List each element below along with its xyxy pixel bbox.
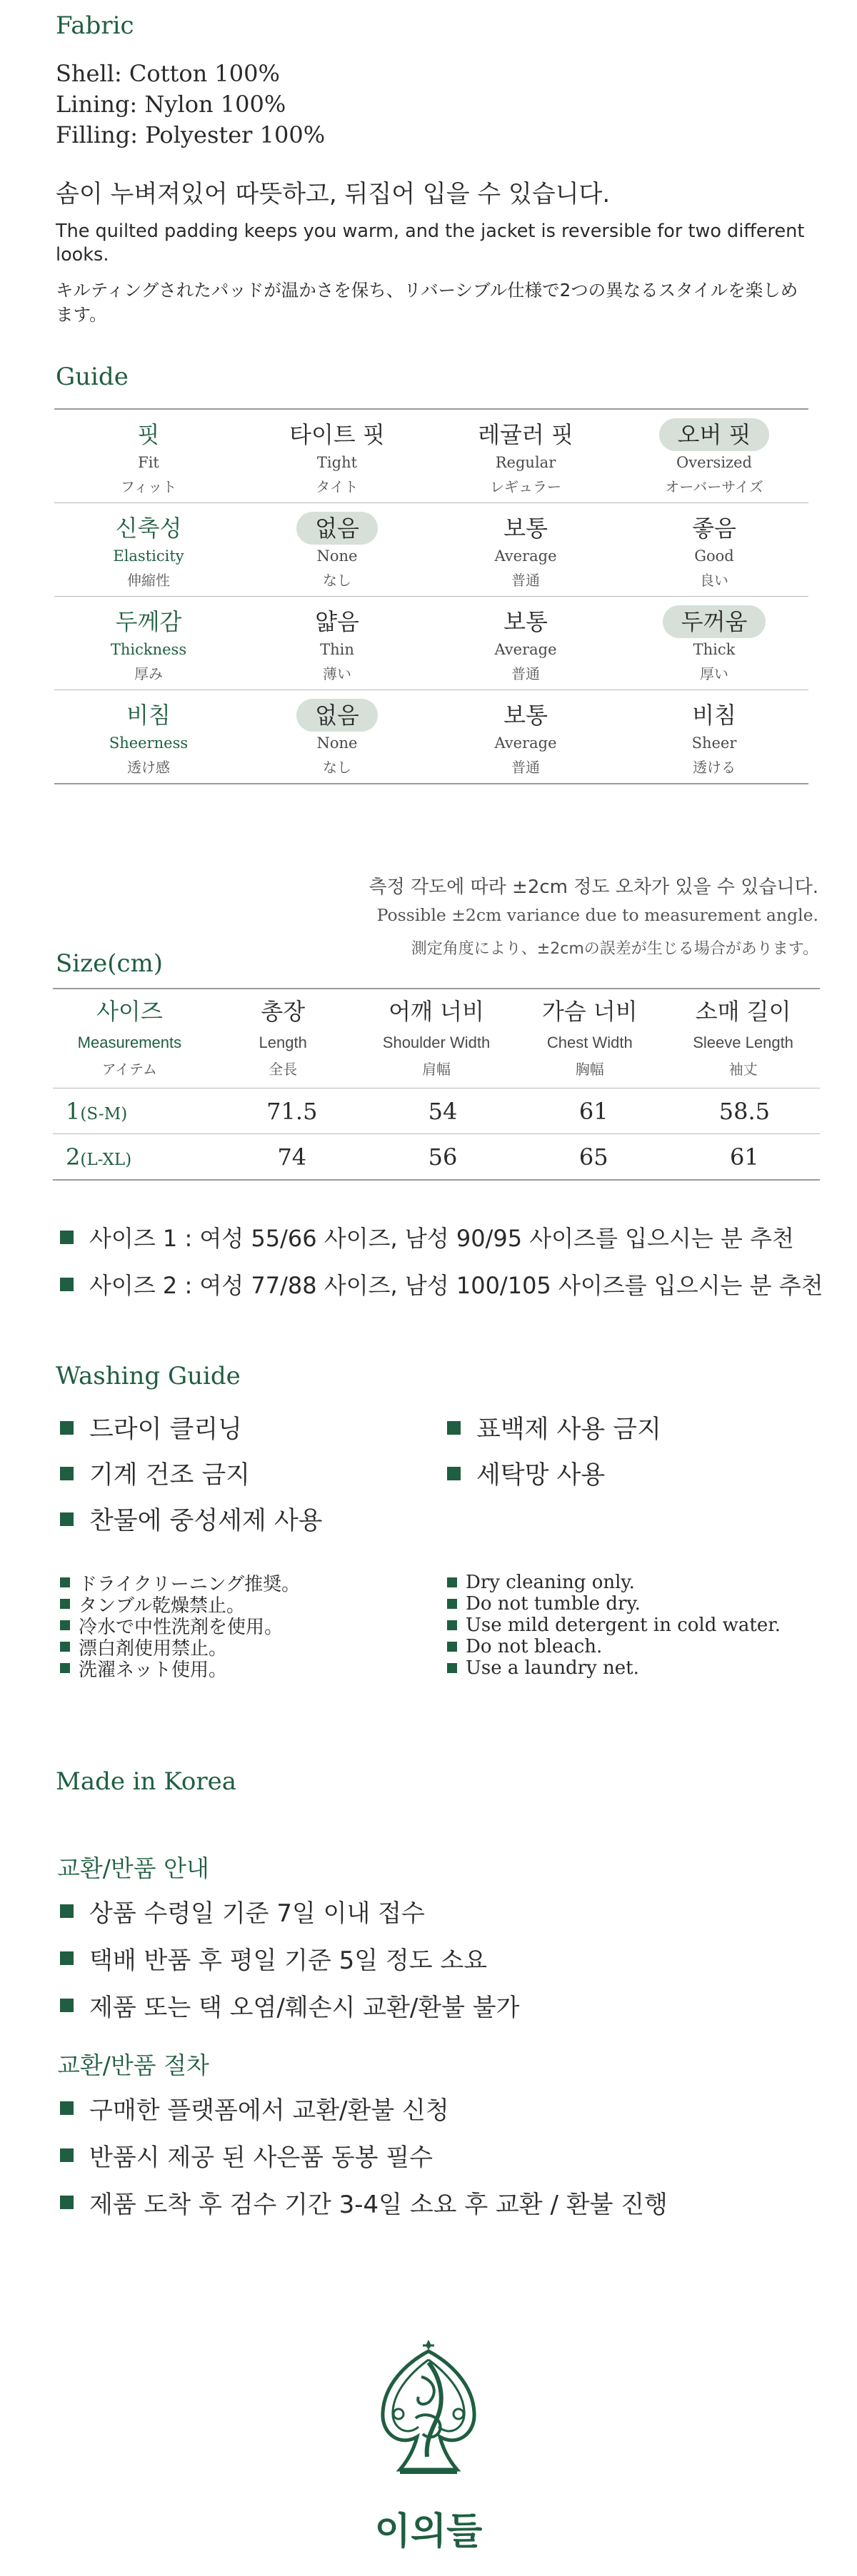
size-table	[53, 988, 820, 1181]
guide-option-jp: レギュラー	[490, 478, 561, 495]
guide-option-en: Tight	[316, 454, 358, 471]
washing-kr-left	[60, 1405, 323, 1542]
guide-label-kr: 신축성	[115, 515, 182, 542]
guide-label-jp: 透け感	[127, 759, 170, 776]
size-number: 2	[66, 1143, 81, 1171]
wash-text: 기계 건조 금지	[89, 1461, 251, 1490]
wash-text: 표백제 사용 금지	[476, 1415, 661, 1444]
guide-option-jp: 薄い	[323, 665, 351, 682]
guide-option-selected: 두꺼움	[663, 605, 766, 638]
size-header-jp: 胸幅	[575, 1061, 604, 1078]
guide-option-en: None	[316, 734, 358, 752]
fabric-title: Fabric	[56, 11, 134, 40]
wash-text: Dry cleaning only.	[466, 1572, 635, 1593]
list-item	[60, 2131, 668, 2178]
size-value-length: 71.5	[266, 1097, 318, 1125]
size-number: 1	[66, 1097, 81, 1125]
list-item	[60, 1593, 300, 1615]
size-range: (S-M)	[80, 1104, 128, 1123]
guide-option-jp: 透ける	[693, 759, 736, 776]
bullet-square-icon	[60, 1231, 74, 1244]
list-item	[447, 1657, 781, 1679]
guide-label-kr: 비침	[126, 702, 171, 729]
list-item	[60, 1934, 519, 1981]
wash-text: ドライクリーニング推奨。	[79, 1573, 301, 1595]
size-header-kr: 총장	[261, 998, 306, 1025]
size-value-sleeve: 58.5	[718, 1097, 771, 1125]
guide-option-en: Oversized	[676, 454, 752, 471]
guide-option-selected: 오버 핏	[659, 418, 770, 451]
guide-option-en: Regular	[495, 454, 556, 471]
size-header-en: Sleeve Length	[693, 1034, 793, 1051]
guide-option-jp: 良い	[700, 572, 728, 589]
wash-text: Use a laundry net.	[466, 1657, 639, 1679]
washing-kr-right	[447, 1405, 661, 1496]
exchange-process-title: 교환/반품 절차	[57, 2051, 209, 2079]
size-header-kr: 사이즈	[96, 998, 163, 1025]
guide-row-fit	[54, 410, 808, 503]
guide-label-en: Elasticity	[113, 547, 184, 565]
exchange-text: 반품시 제공 된 사은품 동봉 필수	[89, 2143, 433, 2172]
list-item	[60, 1887, 519, 1934]
guide-label-kr: 두께감	[115, 608, 182, 635]
size-table-header	[53, 989, 820, 1089]
size-name	[53, 1143, 216, 1171]
guide-table	[54, 408, 808, 784]
size-range: (L-XL)	[80, 1150, 132, 1169]
fabric-line-shell: Shell: Cotton 100%	[56, 60, 280, 87]
spade-monogram-emblem-icon	[371, 2334, 486, 2491]
brand-wordmark: 이의들	[374, 2510, 483, 2553]
size-header-kr: 소매 길이	[695, 998, 791, 1025]
guide-option-kr: 보통	[503, 608, 548, 635]
size-value-shoulder: 56	[428, 1143, 458, 1171]
exchange-text: 택배 반품 후 평일 기준 5일 정도 소요	[89, 1946, 488, 1975]
list-item	[60, 2178, 668, 2226]
guide-option-jp: 普通	[511, 759, 540, 776]
list-item	[60, 1213, 823, 1261]
size-value-chest: 65	[578, 1143, 608, 1171]
guide-row-elasticity	[54, 503, 808, 597]
size-header-jp: 肩幅	[421, 1061, 451, 1078]
wash-text: Do not tumble dry.	[466, 1593, 641, 1615]
fabric-line-lining: Lining: Nylon 100%	[56, 91, 286, 118]
bullet-square-icon	[60, 2148, 74, 2162]
guide-option-jp: なし	[323, 572, 351, 589]
list-item	[447, 1636, 781, 1657]
origin-label: Made in Korea	[56, 1767, 236, 1796]
size-row-1	[53, 1089, 820, 1134]
guide-option-en: Thin	[320, 641, 354, 658]
list-item	[447, 1593, 781, 1615]
wash-text: タンブル乾燥禁止。	[79, 1595, 245, 1617]
size-recommendations	[60, 1213, 823, 1308]
guide-label-jp: 厚み	[134, 665, 163, 682]
recommendation-text: 사이즈 1 : 여성 55/66 사이즈, 남성 90/95 사이즈를 입으시는 분 추천	[89, 1225, 794, 1252]
wash-text: 漂白剤使用禁止。	[79, 1637, 228, 1660]
exchange-process-list	[60, 2084, 668, 2226]
guide-option-kr: 비침	[692, 702, 736, 729]
list-item	[60, 2084, 668, 2131]
guide-option-kr: 보통	[503, 702, 548, 729]
guide-option-jp: 普通	[511, 572, 540, 589]
list-item	[447, 1572, 781, 1593]
guide-option-en: Sheer	[691, 734, 737, 752]
bullet-square-icon	[60, 1421, 74, 1435]
wash-text: Do not bleach.	[466, 1636, 603, 1657]
size-value-chest: 61	[578, 1097, 608, 1125]
wash-text: 세탁망 사용	[476, 1461, 606, 1490]
guide-option-kr: 좋음	[692, 515, 736, 542]
guide-option-kr: 타이트 핏	[289, 421, 385, 448]
bullet-square-icon	[60, 1620, 70, 1630]
list-item	[447, 1450, 661, 1496]
size-value-sleeve: 61	[730, 1143, 759, 1171]
list-item	[60, 1657, 300, 1679]
size-note-jp: 測定角度により、±2cmの誤差が生じる場合があります。	[411, 940, 818, 958]
size-title: Size(cm)	[56, 949, 164, 978]
size-note-en: Possible ±2cm variance due to measurement angle.	[376, 905, 818, 925]
size-row-2	[53, 1134, 820, 1181]
guide-option-kr: 레귤러 핏	[478, 421, 573, 448]
wash-text: 드라이 클리닝	[89, 1415, 242, 1444]
size-header-en: Chest Width	[546, 1034, 633, 1051]
list-item	[60, 1615, 300, 1636]
bullet-square-icon	[60, 2196, 74, 2209]
bullet-square-icon	[60, 1663, 70, 1673]
exchange-text: 구매한 플랫폼에서 교환/환불 신청	[89, 2096, 449, 2125]
size-header-en: Length	[259, 1034, 307, 1051]
size-header-en: Measurements	[77, 1034, 182, 1051]
size-header-kr: 어깨 너비	[389, 998, 484, 1025]
list-item	[60, 1496, 323, 1542]
wash-text: Use mild detergent in cold water.	[466, 1615, 781, 1636]
wash-text: 찬물에 중성세제 사용	[89, 1507, 323, 1535]
fabric-composition	[56, 59, 325, 151]
bullet-square-icon	[60, 1512, 74, 1526]
guide-option-jp: タイト	[316, 478, 359, 495]
fabric-description-jp: キルティングされたパッドが温かさを保ち、リバーシブル仕様で2つの異なるスタイルを楽しめます。	[56, 280, 798, 325]
list-item	[60, 1261, 823, 1308]
bullet-square-icon	[60, 1904, 74, 1918]
bullet-square-icon	[447, 1421, 461, 1435]
guide-option-en: Average	[494, 547, 557, 565]
exchange-info-list	[60, 1887, 519, 2029]
size-value-shoulder: 54	[428, 1097, 458, 1125]
guide-label-kr: 핏	[137, 421, 160, 448]
fabric-headline: 솜이 누벼져있어 따뜻하고, 뒤집어 입을 수 있습니다.	[56, 180, 611, 208]
guide-label-jp: 伸縮性	[127, 572, 170, 589]
list-item	[60, 1405, 323, 1450]
bullet-square-icon	[447, 1620, 457, 1630]
guide-label-jp: フィット	[120, 478, 177, 495]
exchange-text: 제품 또는 택 오염/훼손시 교환/환불 불가	[89, 1993, 520, 2022]
wash-text: 冷水で中性洗剤を使用。	[79, 1616, 284, 1638]
guide-row-thickness	[54, 597, 808, 690]
guide-option-jp: なし	[323, 759, 351, 776]
bullet-square-icon	[60, 1467, 74, 1480]
list-item	[60, 1572, 300, 1593]
list-item	[60, 1450, 323, 1496]
size-note-kr: 측정 각도에 따라 ±2cm 정도 오차가 있을 수 있습니다.	[369, 877, 818, 898]
fabric-line-filling: Filling: Polyester 100%	[56, 121, 326, 148]
exchange-text: 제품 도착 후 검수 기간 3-4일 소요 후 교환 / 환불 진행	[89, 2190, 668, 2219]
guide-label-en: Sheerness	[109, 734, 189, 752]
bullet-square-icon	[60, 1951, 74, 1965]
bullet-square-icon	[447, 1663, 457, 1673]
fabric-description-en: The quilted padding keeps you warm, and the jacket is reversible for two different looks.	[56, 221, 805, 266]
bullet-square-icon	[447, 1599, 457, 1609]
washing-title: Washing Guide	[56, 1362, 241, 1390]
guide-row-sheerness	[54, 690, 808, 784]
bullet-square-icon	[447, 1642, 457, 1652]
guide-option-en: None	[316, 547, 358, 565]
bullet-square-icon	[60, 1599, 70, 1609]
list-item	[60, 1636, 300, 1660]
guide-option-selected: 없음	[296, 699, 378, 732]
guide-option-jp: 普通	[511, 665, 540, 682]
exchange-text: 상품 수령일 기준 7일 이내 접수	[89, 1899, 425, 1928]
guide-title: Guide	[56, 363, 129, 391]
guide-option-jp: 厚い	[700, 665, 728, 682]
wash-text: 洗濯ネット使用。	[79, 1659, 228, 1681]
bullet-square-icon	[447, 1577, 457, 1587]
guide-option-jp: オーバーサイズ	[665, 478, 763, 495]
guide-option-kr: 얇음	[315, 608, 359, 635]
washing-en	[447, 1572, 781, 1679]
size-value-length: 74	[277, 1143, 307, 1171]
guide-label-en: Fit	[138, 454, 159, 471]
guide-option-kr: 보통	[503, 515, 548, 542]
size-name	[53, 1098, 216, 1125]
bullet-square-icon	[60, 1278, 74, 1291]
washing-jp	[60, 1572, 300, 1679]
recommendation-text: 사이즈 2 : 여성 77/88 사이즈, 남성 100/105 사이즈를 입으시는 분 추천	[89, 1272, 823, 1299]
bullet-square-icon	[60, 2101, 74, 2115]
size-header-kr: 가슴 너비	[541, 998, 638, 1025]
bullet-square-icon	[447, 1467, 461, 1480]
list-item	[447, 1405, 661, 1450]
list-item	[447, 1615, 781, 1636]
size-header-jp: 全長	[269, 1061, 298, 1078]
guide-option-en: Average	[494, 641, 557, 658]
bullet-square-icon	[60, 1577, 70, 1587]
size-header-jp: 袖丈	[728, 1061, 758, 1078]
bullet-square-icon	[60, 1999, 74, 2012]
guide-option-en: Thick	[693, 641, 736, 658]
size-header-en: Shoulder Width	[382, 1034, 491, 1051]
list-item	[60, 1981, 519, 2029]
bullet-square-icon	[60, 1642, 70, 1652]
guide-option-en: Good	[694, 547, 734, 565]
guide-option-en: Average	[494, 734, 557, 752]
guide-option-selected: 없음	[296, 512, 378, 545]
size-header-jp: アイテム	[101, 1061, 157, 1078]
exchange-info-title: 교환/반품 안내	[57, 1854, 209, 1882]
guide-label-en: Thickness	[110, 641, 187, 658]
